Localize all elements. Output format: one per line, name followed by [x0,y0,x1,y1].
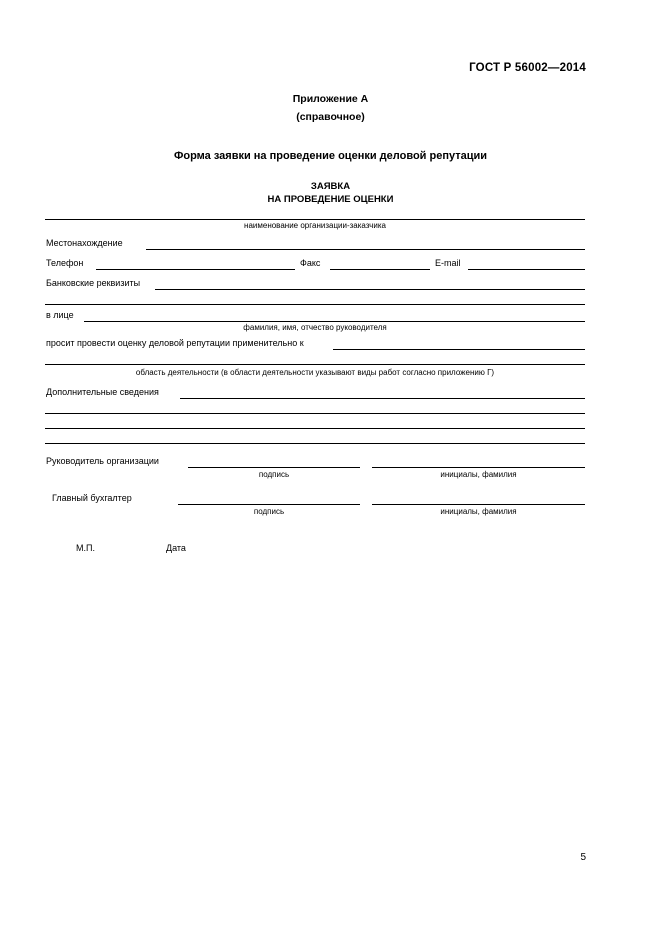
appendix-label: Приложение А [292,93,369,105]
fax-rule [330,269,430,270]
represented-by-label: в лице [46,310,74,320]
accountant-initials-caption: инициалы, фамилия [440,507,517,516]
location-rule [146,249,585,250]
head-initials-rule [372,467,585,468]
fax-label: Факс [300,258,321,268]
appendix-reference: (справочное) [296,111,365,123]
head-of-organization-label: Руководитель организации [46,456,159,466]
accountant-initials-rule [372,504,585,505]
stamp-label: М.П. [76,543,95,553]
date-label: Дата [166,543,186,553]
additional-info-rule-1 [180,398,585,399]
director-fio-caption: фамилия, имя, отчество руководителя [243,323,387,332]
organization-name-rule [45,219,585,220]
bank-details-rule-1 [155,289,585,290]
phone-label: Телефон [46,258,84,268]
head-signature-caption: подпись [258,470,290,479]
email-label: E-mail [435,258,461,268]
form-title: Форма заявки на проведение оценки деловой репутации [173,150,488,162]
bank-details-label: Банковские реквизиты [46,278,141,288]
additional-info-rule-2 [45,413,585,414]
phone-rule [96,269,295,270]
location-label: Местонахождение [46,238,123,248]
page-number: 5 [580,852,586,863]
additional-info-rule-3 [45,428,585,429]
accountant-signature-rule [178,504,360,505]
head-signature-rule [188,467,360,468]
additional-info-label: Дополнительные сведения [46,387,159,397]
bank-details-rule-2 [45,304,585,305]
request-rule-2 [45,364,585,365]
chief-accountant-label: Главный бухгалтер [52,493,132,503]
request-rule-1 [333,349,585,350]
accountant-signature-caption: подпись [253,507,285,516]
head-initials-caption: инициалы, фамилия [440,470,517,479]
represented-by-rule [84,321,585,322]
application-heading-line2: НА ПРОВЕДЕНИЕ ОЦЕНКИ [267,194,394,205]
email-rule [468,269,585,270]
organization-name-caption: наименование организации-заказчика [244,221,386,230]
application-heading-line1: ЗАЯВКА [310,181,351,192]
standard-designation: ГОСТ Р 56002—2014 [469,62,586,74]
activity-area-caption: область деятельности (в области деятельности указывают виды работ согласно приложению Г) [135,368,495,377]
request-text-label: просит провести оценку деловой репутации применительно к [46,338,304,348]
additional-info-rule-4 [45,443,585,444]
